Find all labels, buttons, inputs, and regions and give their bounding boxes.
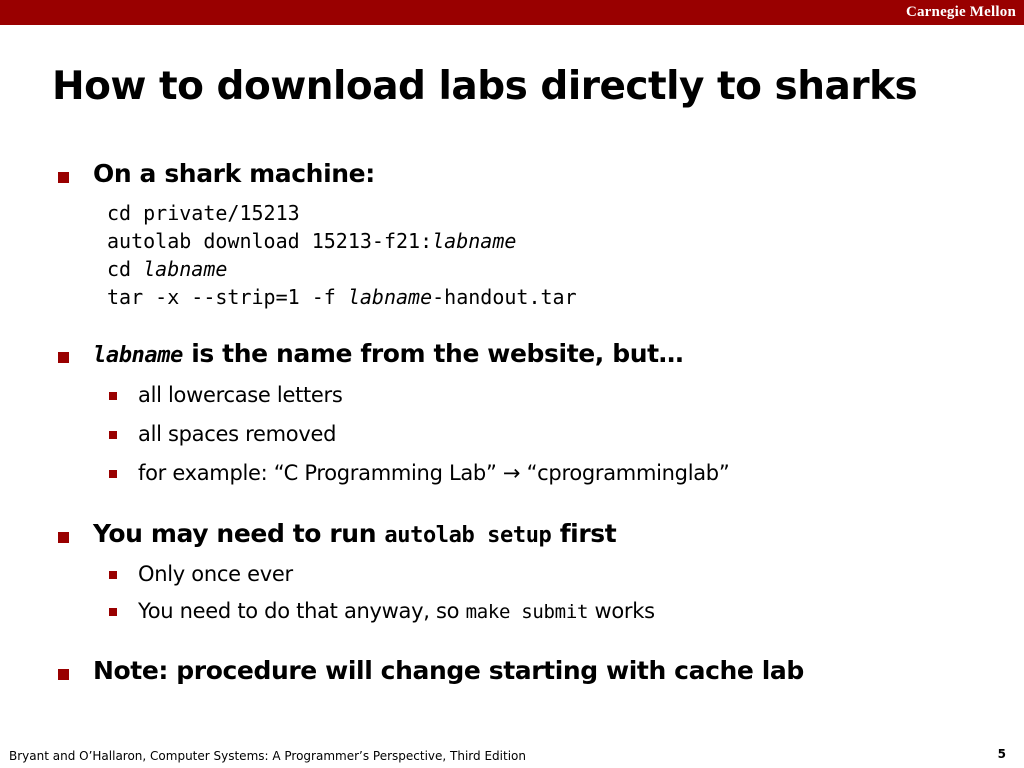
code-autolab-setup: autolab setup xyxy=(384,523,552,548)
sub-bullet-text: You need to do that anyway, so xyxy=(138,599,466,623)
footer-credit: Bryant and O’Hallaron, Computer Systems: A Programmer’s Perspective, Third Edition xyxy=(9,749,526,763)
code-line-cd-labname xyxy=(107,257,227,281)
bullet-text: You may need to run xyxy=(93,519,385,548)
code-make-submit: make submit xyxy=(465,601,589,623)
sub-bullet-make-submit xyxy=(138,599,655,623)
bullet-text: is the name from the website, but… xyxy=(182,339,684,368)
sub-bullet-marker xyxy=(109,470,117,478)
sub-bullet-marker xyxy=(109,571,117,579)
code-text: tar -x --strip=1 -f xyxy=(107,285,348,309)
bullet-marker xyxy=(58,669,69,680)
code-variable-labname: labname xyxy=(347,285,433,309)
sub-bullet-no-spaces: all spaces removed xyxy=(138,422,337,446)
sub-bullet-marker xyxy=(109,431,117,439)
code-line-autolab-download xyxy=(107,229,516,253)
bullet-text: first xyxy=(551,519,617,548)
code-text: autolab download 15213-f21: xyxy=(107,229,433,253)
slide-title: How to download labs directly to sharks xyxy=(52,64,918,109)
code-variable-labname: labname xyxy=(432,229,517,253)
bullet-shark-machine: On a shark machine: xyxy=(93,159,375,188)
header-bar xyxy=(0,0,1024,25)
code-text: cd xyxy=(107,257,144,281)
code-line-tar xyxy=(107,285,577,309)
sub-bullet-example: for example: “C Programming Lab” → “cprogramminglab” xyxy=(138,461,730,485)
sub-bullet-lowercase: all lowercase letters xyxy=(138,383,343,407)
code-variable-labname: labname xyxy=(143,257,228,281)
code-line-cd-private: cd private/15213 xyxy=(107,201,300,225)
bullet-marker xyxy=(58,352,69,363)
sub-bullet-marker xyxy=(109,608,117,616)
bullet-note: Note: procedure will change starting with cache lab xyxy=(93,656,804,685)
bullet-marker xyxy=(58,532,69,543)
code-text: -handout.tar xyxy=(432,285,577,309)
sub-bullet-text: works xyxy=(588,599,655,623)
bullet-autolab-setup xyxy=(93,519,616,548)
bullet-marker xyxy=(58,172,69,183)
bullet-labname-rule xyxy=(93,339,683,368)
code-variable-labname: labname xyxy=(93,343,183,368)
university-brand: Carnegie Mellon xyxy=(905,4,1016,20)
sub-bullet-marker xyxy=(109,392,117,400)
sub-bullet-once: Only once ever xyxy=(138,562,293,586)
page-number: 5 xyxy=(997,747,1006,761)
